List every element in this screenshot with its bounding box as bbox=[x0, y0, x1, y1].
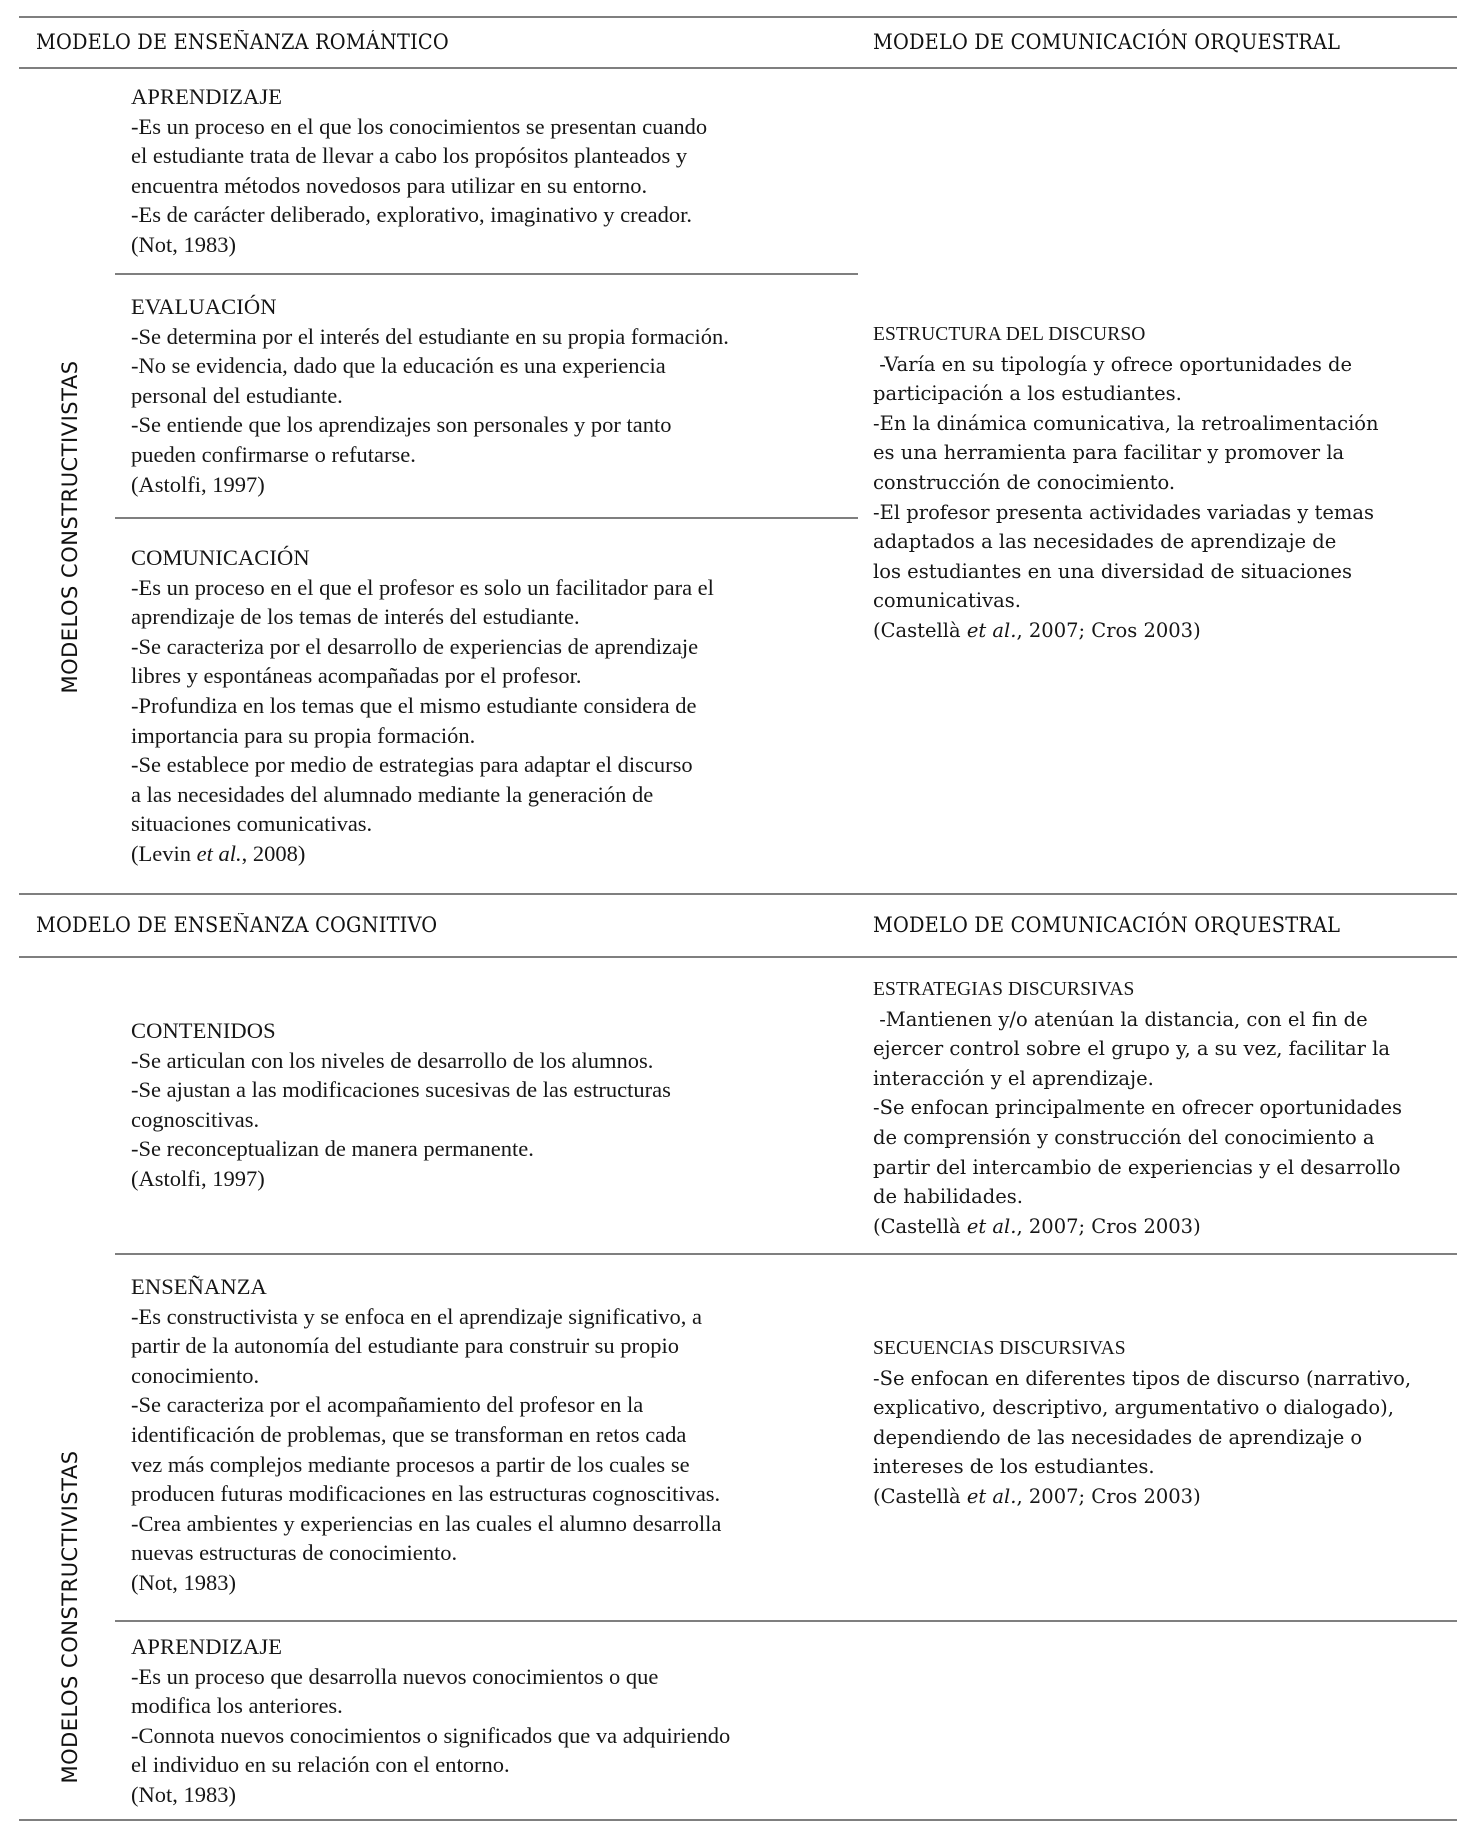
block-line: situaciones comunicativas. bbox=[131, 811, 373, 837]
block-line: vez más complejos mediante procesos a partir de los cuales se bbox=[131, 1451, 690, 1477]
block-line: -Se determina por el interés del estudiante en su propia formación. bbox=[131, 323, 729, 349]
block-line: -Se ajustan a las modificaciones sucesivas de las estructuras bbox=[131, 1077, 671, 1103]
block-line: el individuo en su relación con el entorno. bbox=[131, 1752, 510, 1778]
block-line: conocimiento. bbox=[131, 1362, 260, 1388]
table1-row-rule-2 bbox=[115, 517, 858, 519]
block-line: identificación de problemas, que se transforman en retos cada bbox=[131, 1421, 687, 1447]
citation: (Astolfi, 1997) bbox=[131, 471, 265, 497]
citation-et-al: et al. bbox=[966, 1214, 1017, 1238]
block-title: EVALUACIÓN bbox=[131, 294, 277, 319]
block-orquestral-secuencias bbox=[873, 1334, 1411, 1512]
citation bbox=[873, 1482, 1411, 1512]
citation bbox=[873, 616, 1379, 646]
table1-header-right: MODELO DE COMUNICACIÓN ORQUESTRAL bbox=[873, 30, 1341, 54]
block-line: aprendizaje de los temas de interés del estudiante. bbox=[131, 604, 580, 630]
block-line: el estudiante trata de llevar a cabo los propósitos planteados y bbox=[131, 143, 688, 169]
block-title: ENSEÑANZA bbox=[131, 1274, 267, 1299]
table2-header-left: MODELO DE ENSEÑANZA COGNITIVO bbox=[36, 913, 438, 937]
block-title: ESTRATEGIAS DISCURSIVAS bbox=[873, 979, 1135, 1000]
block-line: encuentra métodos novedosos para utilizar en su entorno. bbox=[131, 172, 648, 198]
block-line: los estudiantes en una diversidad de situaciones bbox=[873, 559, 1352, 583]
block-line: producen futuras modificaciones en las estructuras cognoscitivas. bbox=[131, 1481, 721, 1507]
citation: (Not, 1983) bbox=[131, 231, 236, 257]
block-line: -Se establece por medio de estrategias para adaptar el discurso bbox=[131, 752, 693, 778]
block-line: explicativo, descriptivo, argumentativo o dialogado), bbox=[873, 1396, 1394, 1420]
citation-et-al: et al. bbox=[196, 840, 242, 866]
block-line: intereses de los estudiantes. bbox=[873, 1455, 1155, 1479]
block-line: -Es constructivista y se enfoca en el aprendizaje significativo, a bbox=[131, 1303, 703, 1329]
citation bbox=[873, 1212, 1402, 1242]
citation: (Astolfi, 1997) bbox=[131, 1165, 265, 1191]
table1-top-rule bbox=[19, 16, 1457, 18]
block-line: -Se caracteriza por el acompañamiento del profesor en la bbox=[131, 1392, 644, 1418]
block-line: a las necesidades del alumnado mediante la generación de bbox=[131, 781, 654, 807]
block-title: ESTRUCTURA DEL DISCURSO bbox=[873, 324, 1146, 345]
block-line: -Se entiende que los aprendizajes son personales y por tanto bbox=[131, 412, 672, 438]
block-romantico-aprendizaje bbox=[131, 82, 707, 260]
block-line: -Se reconceptualizan de manera permanente. bbox=[131, 1136, 534, 1162]
block-title: APRENDIZAJE bbox=[131, 1634, 283, 1659]
citation-year: , 2007; Cros 2003) bbox=[1016, 1484, 1201, 1508]
table2-header-rule bbox=[19, 956, 1457, 958]
citation-author: (Levin bbox=[131, 840, 197, 866]
table2-side-label: MODELOS CONSTRUCTIVISTAS bbox=[58, 1450, 82, 1784]
block-line: partir de la autonomía del estudiante para construir su propio bbox=[131, 1333, 679, 1359]
table2-top-rule bbox=[19, 893, 1457, 895]
block-line: -Se articulan con los niveles de desarrollo de los alumnos. bbox=[131, 1047, 654, 1073]
block-line: -Es un proceso en el que los conocimientos se presentan cuando bbox=[131, 113, 708, 139]
block-title: CONTENIDOS bbox=[131, 1018, 276, 1043]
block-line: de comprensión y construcción del conocimiento a bbox=[873, 1125, 1375, 1149]
block-line: construcción de conocimiento. bbox=[873, 470, 1176, 494]
table1-side-label: MODELOS CONSTRUCTIVISTAS bbox=[58, 360, 82, 694]
block-line: modifica los anteriores. bbox=[131, 1693, 343, 1719]
table2-row-rule-1 bbox=[115, 1253, 1457, 1255]
citation-author: (Castellà bbox=[873, 1484, 967, 1508]
block-line: interacción y el aprendizaje. bbox=[873, 1066, 1154, 1090]
block-line: -Connota nuevos conocimientos o significados que va adquiriendo bbox=[131, 1722, 731, 1748]
block-line: personal del estudiante. bbox=[131, 382, 343, 408]
block-cognitivo-ensenanza bbox=[131, 1272, 721, 1598]
citation: (Not, 1983) bbox=[131, 1569, 236, 1595]
block-orquestral-estrategias bbox=[873, 975, 1402, 1241]
block-line: importancia para su propia formación. bbox=[131, 722, 476, 748]
block-title: APRENDIZAJE bbox=[131, 84, 283, 109]
table1-header-left: MODELO DE ENSEÑANZA ROMÁNTICO bbox=[36, 30, 449, 54]
block-line: -Se caracteriza por el desarrollo de experiencias de aprendizaje bbox=[131, 633, 699, 659]
table2-row-rule-2 bbox=[115, 1620, 1457, 1622]
citation-year: , 2008) bbox=[241, 840, 306, 866]
table1-row-rule-1 bbox=[115, 273, 858, 275]
citation-year: , 2007; Cros 2003) bbox=[1016, 1214, 1201, 1238]
citation-et-al: et al. bbox=[966, 1484, 1017, 1508]
block-line: de habilidades. bbox=[873, 1185, 1023, 1209]
block-line: -Varía en su tipología y ofrece oportunidades de bbox=[873, 352, 1353, 376]
citation-et-al: et al. bbox=[966, 618, 1017, 642]
block-line: -El profesor presenta actividades variadas y temas bbox=[873, 500, 1375, 524]
block-line: participación a los estudiantes. bbox=[873, 382, 1182, 406]
block-line: cognoscitivas. bbox=[131, 1106, 260, 1132]
block-line: -Es de carácter deliberado, explorativo, imaginativo y creador. bbox=[131, 202, 693, 228]
block-romantico-evaluacion bbox=[131, 292, 729, 499]
block-cognitivo-aprendizaje bbox=[131, 1632, 730, 1810]
block-line: -Se enfocan principalmente en ofrecer oportunidades bbox=[873, 1096, 1403, 1120]
block-line: dependiendo de las necesidades de aprendizaje o bbox=[873, 1425, 1363, 1449]
table1-header-rule bbox=[19, 67, 1457, 69]
block-line: -Es un proceso que desarrolla nuevos conocimientos o que bbox=[131, 1663, 659, 1689]
block-line: es una herramienta para facilitar y promover la bbox=[873, 441, 1345, 465]
block-title: SECUENCIAS DISCURSIVAS bbox=[873, 1338, 1126, 1359]
block-orquestral-estructura bbox=[873, 320, 1379, 646]
block-line: -Profundiza en los temas que el mismo estudiante considera de bbox=[131, 692, 697, 718]
citation-year: , 2007; Cros 2003) bbox=[1016, 618, 1201, 642]
block-romantico-comunicacion bbox=[131, 543, 714, 869]
citation bbox=[131, 839, 714, 869]
block-line: -Mantienen y/o atenúan la distancia, con el fin de bbox=[873, 1007, 1368, 1031]
block-line: libres y espontáneas acompañadas por el profesor. bbox=[131, 663, 582, 689]
block-line: -No se evidencia, dado que la educación es una experiencia bbox=[131, 353, 666, 379]
block-line: -Se enfocan en diferentes tipos de discurso (narrativo, bbox=[873, 1366, 1412, 1390]
block-line: comunicativas. bbox=[873, 589, 1021, 613]
block-line: adaptados a las necesidades de aprendizaje de bbox=[873, 530, 1337, 554]
table2-header-right: MODELO DE COMUNICACIÓN ORQUESTRAL bbox=[873, 913, 1341, 937]
block-line: ejercer control sobre el grupo y, a su vez, facilitar la bbox=[873, 1037, 1390, 1061]
block-line: pueden confirmarse o refutarse. bbox=[131, 441, 416, 467]
block-cognitivo-contenidos bbox=[131, 1016, 671, 1194]
citation: (Not, 1983) bbox=[131, 1781, 236, 1807]
citation-author: (Castellà bbox=[873, 618, 967, 642]
block-title: COMUNICACIÓN bbox=[131, 545, 310, 570]
block-line: -Crea ambientes y experiencias en las cuales el alumno desarrolla bbox=[131, 1510, 722, 1536]
table2-bottom-rule bbox=[19, 1819, 1457, 1821]
block-line: nuevas estructuras de conocimiento. bbox=[131, 1540, 458, 1566]
block-line: partir del intercambio de experiencias y el desarrollo bbox=[873, 1155, 1401, 1179]
block-line: -En la dinámica comunicativa, la retroalimentación bbox=[873, 411, 1379, 435]
citation-author: (Castellà bbox=[873, 1214, 967, 1238]
block-line: -Es un proceso en el que el profesor es solo un facilitador para el bbox=[131, 574, 714, 600]
